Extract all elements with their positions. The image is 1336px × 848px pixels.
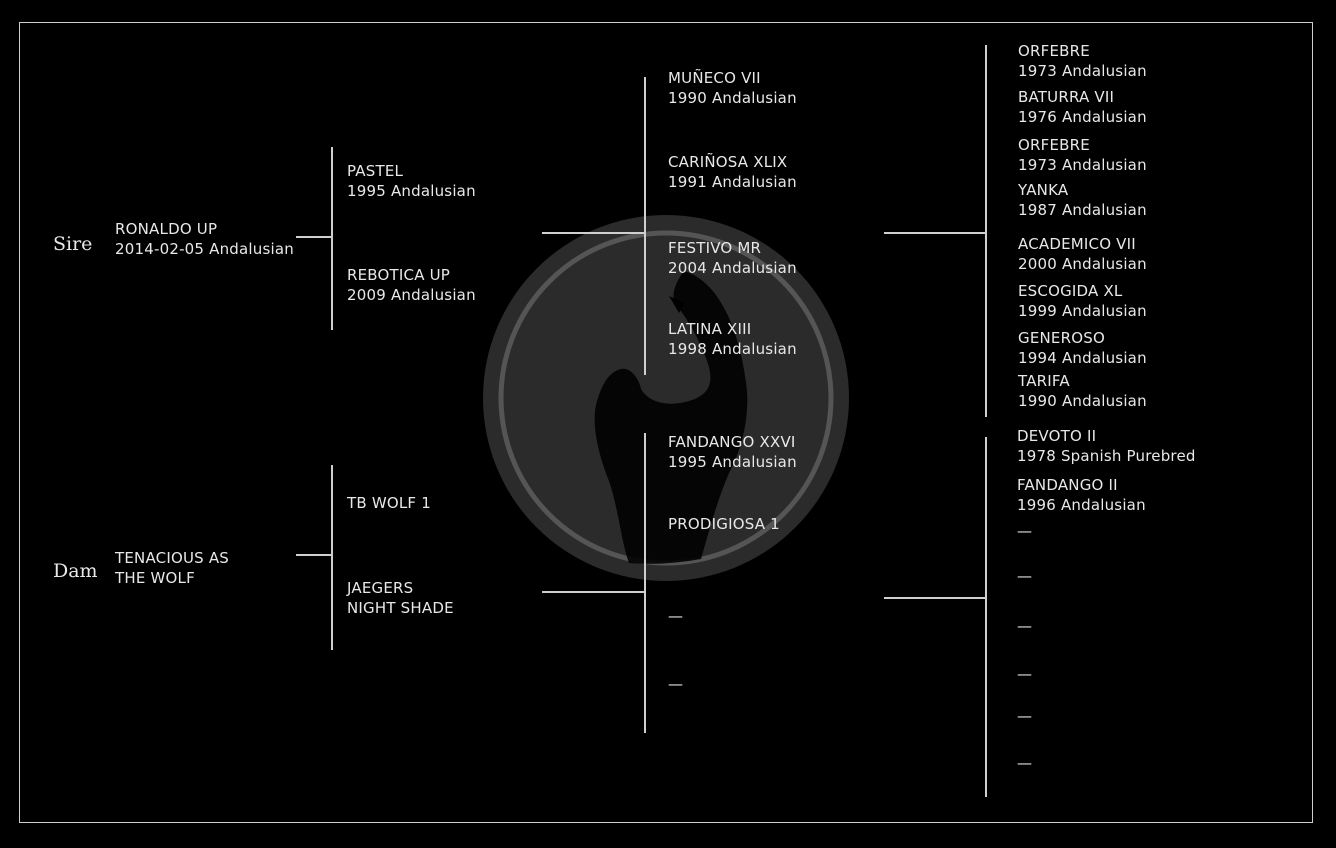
sire-dam-node[interactable] (347, 266, 476, 305)
dam-label: Dam (53, 560, 98, 582)
node-info: 1994 Andalusian (1018, 348, 1147, 367)
sire-label: Sire (53, 233, 93, 255)
node-info: 2000 Andalusian (1018, 254, 1147, 273)
node-name: — (1017, 707, 1033, 725)
node-name: LATINA XIII (668, 320, 752, 338)
node-name: FANDANGO XXVI (668, 433, 796, 451)
node-name: GENEROSO (1018, 329, 1105, 347)
node-name: BATURRA VII (1018, 88, 1115, 106)
gen4-node-12[interactable] (1017, 567, 1032, 587)
node-name: — (1017, 754, 1033, 772)
gen4-node-13[interactable] (1017, 617, 1032, 637)
node-name: — (1017, 617, 1033, 635)
node-name: ORFEBRE (1018, 42, 1090, 60)
node-name: PRODIGIOSA 1 (668, 515, 780, 533)
node-name: — (1017, 665, 1033, 683)
sire-info: 2014-02-05 Andalusian (115, 239, 294, 258)
sire-node[interactable] (115, 220, 294, 259)
gen3-node-5[interactable] (668, 433, 797, 472)
gen4-node-2[interactable] (1018, 88, 1147, 127)
connector (884, 232, 987, 234)
node-info: 1990 Andalusian (1018, 391, 1147, 410)
gen4-node-1[interactable] (1018, 42, 1147, 81)
gen4-node-10[interactable] (1017, 476, 1146, 515)
connector (644, 77, 646, 375)
dam-sire-node[interactable] (347, 494, 431, 514)
dam-node[interactable] (115, 549, 229, 588)
connector (542, 591, 646, 593)
connector (331, 465, 333, 650)
node-info: 1999 Andalusian (1018, 301, 1147, 320)
node-name: YANKA (1018, 181, 1069, 199)
node-info: 1996 Andalusian (1017, 495, 1146, 514)
node-name: TB WOLF 1 (347, 494, 431, 512)
node-info: 1973 Andalusian (1018, 61, 1147, 80)
connector (884, 597, 987, 599)
node-name: — (1017, 522, 1033, 540)
dam-name: TENACIOUS AS (115, 549, 230, 567)
gen4-node-6[interactable] (1018, 282, 1147, 321)
node-name: FESTIVO MR (668, 239, 762, 257)
node-info: 2009 Andalusian (347, 285, 476, 304)
node-name: — (668, 675, 684, 693)
gen3-node-8[interactable] (668, 675, 683, 695)
gen4-node-5[interactable] (1018, 235, 1147, 274)
gen4-node-3[interactable] (1018, 136, 1147, 175)
node-name: TARIFA (1018, 372, 1070, 390)
node-info: 1990 Andalusian (668, 88, 797, 107)
gen4-node-9[interactable] (1017, 427, 1196, 466)
connector (644, 433, 646, 733)
node-info: 1973 Andalusian (1018, 155, 1147, 174)
node-info: 1987 Andalusian (1018, 200, 1147, 219)
gen3-node-2[interactable] (668, 153, 797, 192)
node-name: DEVOTO II (1017, 427, 1097, 445)
connector (985, 437, 987, 797)
connector (985, 45, 987, 417)
gen4-node-16[interactable] (1017, 754, 1032, 774)
node-name: ORFEBRE (1018, 136, 1090, 154)
node-info: 2004 Andalusian (668, 258, 797, 277)
node-name: ACADEMICO VII (1018, 235, 1136, 253)
gen3-node-7[interactable] (668, 607, 683, 627)
node-name: FANDANGO II (1017, 476, 1118, 494)
dam-dam-node[interactable] (347, 579, 454, 618)
node-name: MUÑECO VII (668, 69, 761, 87)
node-name: ESCOGIDA XL (1018, 282, 1123, 300)
gen4-node-7[interactable] (1018, 329, 1147, 368)
sire-name: RONALDO UP (115, 220, 218, 238)
gen4-node-4[interactable] (1018, 181, 1147, 220)
node-info: 1995 Andalusian (668, 452, 797, 471)
node-info: 1995 Andalusian (347, 181, 476, 200)
node-name: — (1017, 567, 1033, 585)
node-name: JAEGERS (347, 579, 414, 597)
node-name-line2: NIGHT SHADE (347, 598, 454, 617)
gen4-node-15[interactable] (1017, 707, 1032, 727)
gen3-node-1[interactable] (668, 69, 797, 108)
dam-name-line2: THE WOLF (115, 568, 195, 587)
node-info: 1976 Andalusian (1018, 107, 1147, 126)
connector (296, 554, 332, 556)
gen3-node-3[interactable] (668, 239, 797, 278)
node-name: REBOTICA UP (347, 266, 451, 284)
gen4-node-14[interactable] (1017, 665, 1032, 685)
gen3-node-6[interactable] (668, 515, 780, 535)
connector (542, 232, 646, 234)
node-name: PASTEL (347, 162, 404, 180)
node-info: 1991 Andalusian (668, 172, 797, 191)
horse-logo-watermark (479, 211, 853, 585)
node-info: 1998 Andalusian (668, 339, 797, 358)
connector (331, 147, 333, 330)
sire-sire-node[interactable] (347, 162, 476, 201)
node-name: CARIÑOSA XLIX (668, 153, 788, 171)
gen3-node-4[interactable] (668, 320, 797, 359)
connector (296, 236, 332, 238)
node-name: — (668, 607, 684, 625)
node-info: 1978 Spanish Purebred (1017, 446, 1196, 465)
gen4-node-8[interactable] (1018, 372, 1147, 411)
gen4-node-11[interactable] (1017, 522, 1032, 542)
